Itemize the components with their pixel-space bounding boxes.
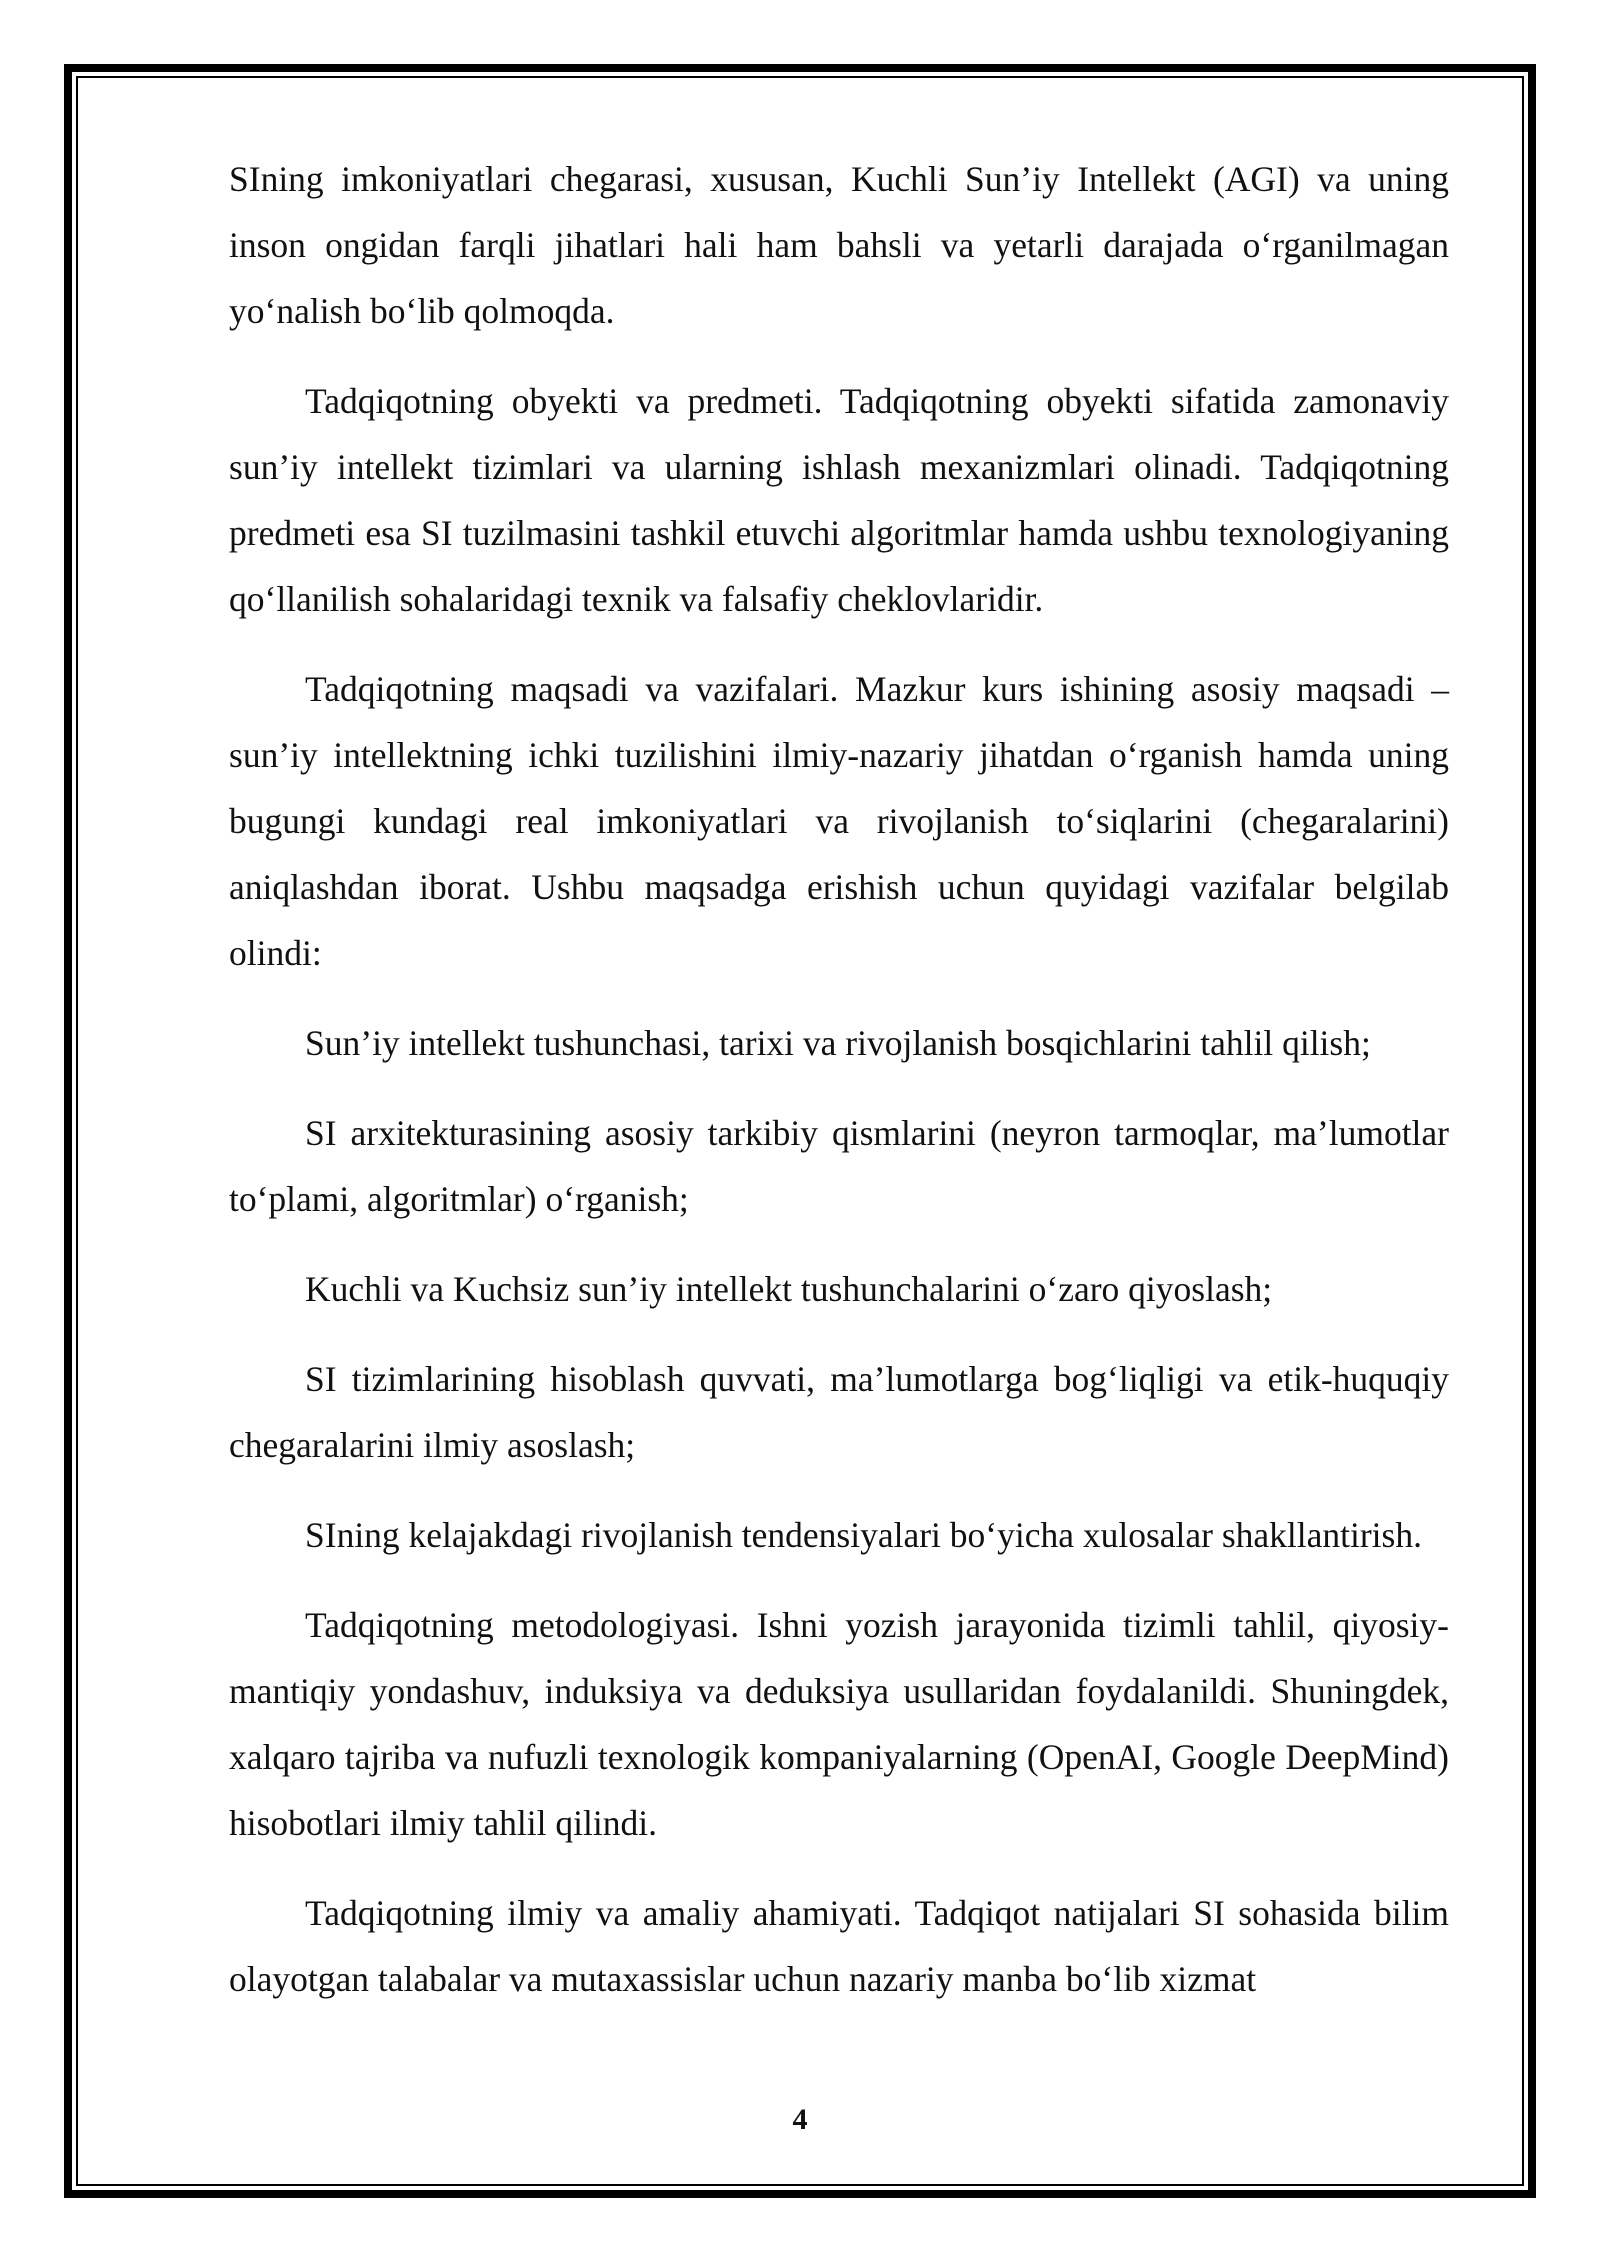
task-item: Kuchli va Kuchsiz sun’iy intellekt tushunchalarini o‘zaro qiyoslash; [305,1269,1273,1309]
task-item: SI arxitekturasining asosiy tarkibiy qismlarini (neyron tarmoqlar, ma’lumotlar to‘plami, algoritmlar) o‘rganish; [229,1113,1449,1219]
task-item: Sun’iy intellekt tushunchasi, tarixi va rivojlanish bosqichlarini tahlil qilish; [305,1023,1371,1063]
paragraph-agi-limits: SIning imkoniyatlari chegarasi, xususan, Kuchli Sun’iy Intellekt (AGI) va uning inson ongidan farqli jihatlari hali ham bahsli va yetarli darajada o‘rganilmagan yo‘nalish bo‘lib qolmoqda. [229,159,1449,331]
paragraph-object-subject: Tadqiqotning obyekti va predmeti. Tadqiqotning obyekti sifatida zamonaviy sun’iy intellekt tizimlari va ularning ishlash mexanizmlari olinadi. Tadqiqotning predmeti esa SI tuzilmasini tashkil etuvchi algoritmlar hamda ushbu texnologiyaning qo‘llanilish sohalaridagi texnik va falsafiy cheklovlaridir. [229,381,1449,619]
paragraph-methodology: Tadqiqotning metodologiyasi. Ishni yozish jarayonida tizimli tahlil, qiyosiy-mantiqiy yondashuv, induksiya va deduksiya usullaridan foydalanildi. Shuningdek, xalqaro tajriba va nufuzli texnologik kompaniyalarning (OpenAI, Google DeepMind) hisobotlari ilmiy tahlil qilindi. [229,1605,1449,1843]
paragraph-significance: Tadqiqotning ilmiy va amaliy ahamiyati. Tadqiqot natijalari SI sohasida bilim olayotgan talabalar va mutaxassislar uchun nazariy manba bo‘lib xizmat [229,1893,1449,1999]
page-number: 4 [792,2103,808,2136]
task-item: SI tizimlarining hisoblash quvvati, ma’lumotlarga bog‘liqligi va etik-huquqiy chegaralarini ilmiy asoslash; [229,1359,1449,1465]
task-item: SIning kelajakdagi rivojlanish tendensiyalari bo‘yicha xulosalar shakllantirish. [305,1515,1422,1555]
document-body [229,146,1449,2036]
paragraph-goal-tasks: Tadqiqotning maqsadi va vazifalari. Mazkur kurs ishining asosiy maqsadi – sun’iy intellektning ichki tuzilishini ilmiy-nazariy jihatdan o‘rganish hamda uning bugungi kundagi real imkoniyatlari va rivojlanish to‘siqlarini (chegaralarini) aniqlashdan iborat. Ushbu maqsadga erishish uchun quyidagi vazifalar belgilab olindi: [229,669,1449,973]
